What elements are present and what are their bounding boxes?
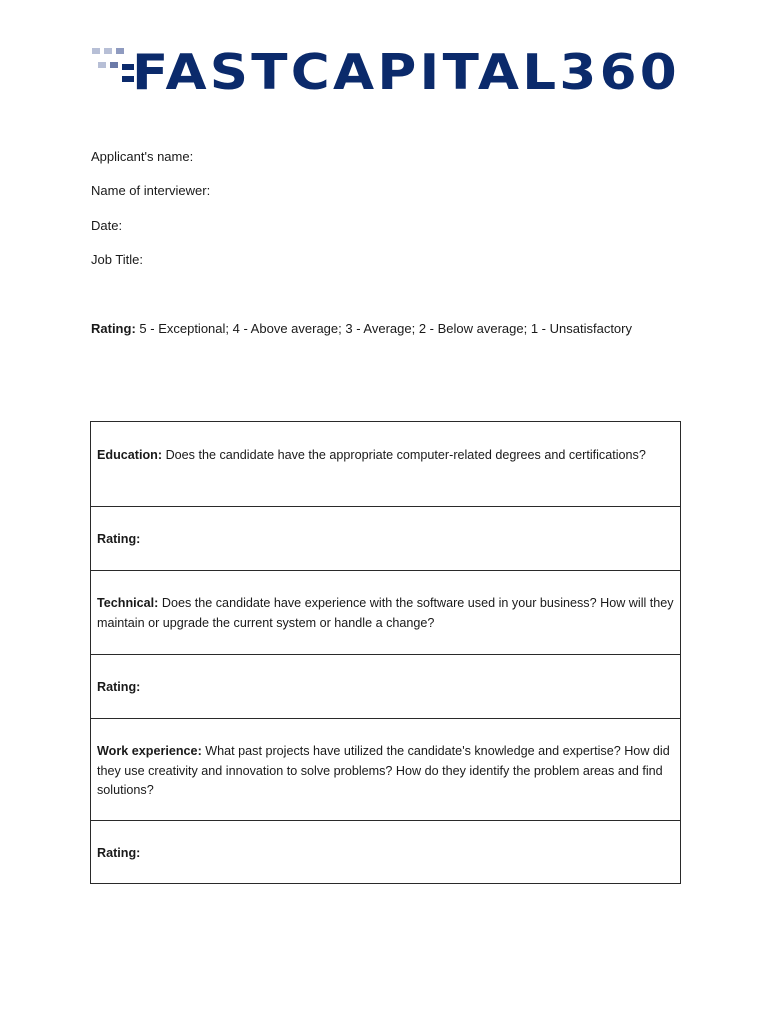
technical-question-text: Does the candidate have experience with the software used in your business? How will they maintain or upgrade the current system or handle a change? (97, 596, 674, 630)
education-question-text: Does the candidate have the appropriate computer-related degrees and certifications? (165, 448, 646, 462)
logo-wordmark: FASTCAPITAL360 (132, 44, 680, 96)
rating-scale-text: 5 - Exceptional; 4 - Above average; 3 - Average; 2 - Below average; 1 - Unsatisfactory (139, 321, 632, 336)
logo-accent-pixel (98, 62, 106, 68)
logo-accent-pixel (116, 48, 124, 54)
technical-question (97, 594, 674, 633)
company-logo (92, 44, 692, 96)
date-field: Date: (91, 218, 123, 233)
interviewer-name-field: Name of interviewer: (91, 183, 211, 198)
education-rating-row[interactable] (91, 506, 680, 570)
logo-accent-pixel (92, 48, 100, 54)
logo-accent-pixel (104, 48, 112, 54)
fastcapital360-logo-mark (92, 44, 692, 96)
work-experience-question-row (91, 718, 680, 820)
work-experience-label: Work experience: (97, 744, 202, 758)
education-question-row (91, 422, 680, 506)
logo-accent-pixel (110, 62, 118, 68)
work-experience-rating-label: Rating: (97, 846, 141, 860)
technical-question-row (91, 570, 680, 654)
education-question (97, 446, 674, 466)
technical-label: Technical: (97, 596, 159, 610)
technical-rating-row[interactable] (91, 654, 680, 718)
rating-scale (91, 321, 632, 337)
education-rating-label: Rating: (97, 532, 141, 546)
work-experience-rating-row[interactable] (91, 820, 680, 883)
work-experience-question (97, 742, 674, 801)
applicant-name-field: Applicant's name: (91, 149, 194, 164)
technical-rating-label: Rating: (97, 680, 141, 694)
education-label: Education: (97, 448, 163, 462)
job-title-field: Job Title: (91, 252, 144, 267)
rating-scale-label: Rating: (91, 321, 136, 336)
work-experience-question-text: What past projects have utilized the candidate's knowledge and expertise? How did they use creativity and innovation to solve problems? How do they identify the problem areas and find solutions? (97, 744, 670, 797)
evaluation-table (90, 421, 681, 884)
